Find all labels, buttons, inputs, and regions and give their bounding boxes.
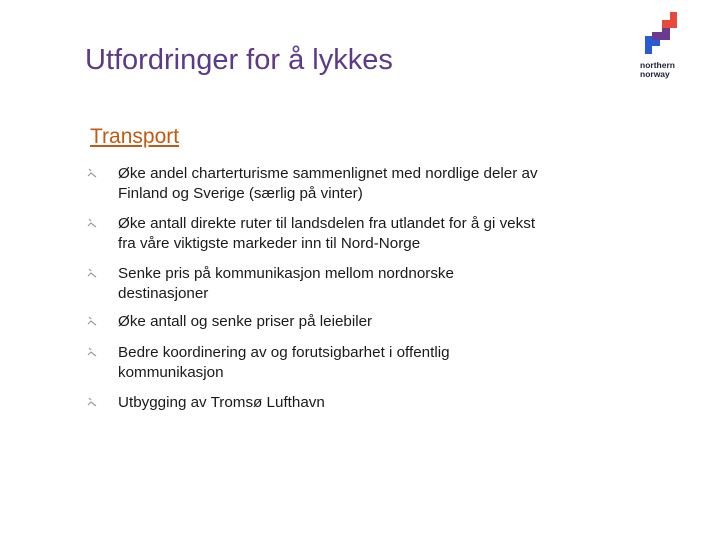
check-arrow-icon bbox=[86, 346, 98, 358]
logo-line-2: norway bbox=[640, 69, 670, 79]
bullet-text: Øke antall direkte ruter til landsdelen fra utlandet for å gi vekst fra våre viktigste markeder inn til Nord-Norge bbox=[118, 215, 536, 252]
bullet-text: Bedre koordinering av og forutsigbarhet i offentlig kommunikasjon bbox=[118, 344, 450, 381]
logo-mark-icon bbox=[640, 10, 688, 60]
slide-title: Utfordringer for å lykkes bbox=[85, 44, 393, 76]
check-arrow-icon bbox=[86, 315, 98, 327]
check-arrow-icon bbox=[86, 217, 98, 229]
section-heading: Transport bbox=[90, 125, 180, 148]
bullet-text: Øke antall og senke priser på leiebiler bbox=[118, 313, 373, 330]
check-arrow-icon bbox=[86, 267, 98, 279]
check-arrow-icon bbox=[86, 396, 98, 408]
bullet-text: Utbygging av Tromsø Lufthavn bbox=[118, 394, 325, 411]
logo-line-1: northern bbox=[640, 60, 675, 70]
bullet-text: Senke pris på kommunikasjon mellom nordnorske destinasjoner bbox=[118, 265, 454, 302]
logo-wordmark bbox=[640, 61, 688, 79]
bullet-text: Øke andel charterturisme sammenlignet med nordlige deler av Finland og Sverige (særlig på vinter) bbox=[118, 165, 538, 202]
northern-norway-logo bbox=[640, 10, 688, 85]
check-arrow-icon bbox=[86, 167, 98, 179]
